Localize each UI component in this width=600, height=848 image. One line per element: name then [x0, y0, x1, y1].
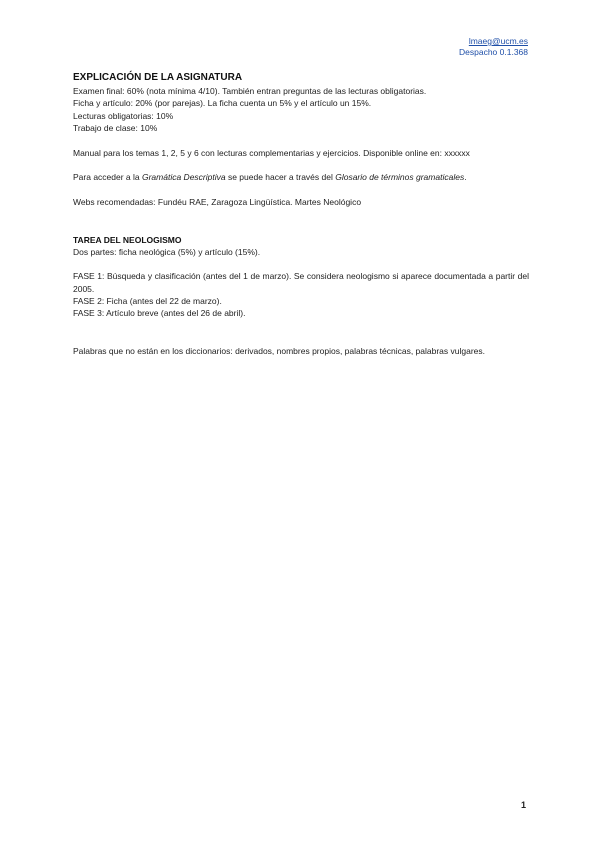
- access-middle: se puede hacer a través del: [225, 172, 336, 183]
- access-prefix: Para acceder a la: [73, 172, 142, 183]
- email-link[interactable]: lmaeg@ucm.es: [468, 36, 528, 46]
- glossary-title: Glosario de términos gramaticales: [335, 172, 465, 183]
- grading-line-classwork: Trabajo de clase: 10%: [73, 122, 158, 133]
- access-suffix: .: [464, 172, 467, 183]
- grading-line-readings: Lecturas obligatorias: 10%: [73, 110, 174, 121]
- grading-line-exam: Examen final: 60% (nota mínima 4/10). También entran preguntas de las lecturas obligatorias.: [73, 86, 427, 96]
- contact-header: [459, 36, 528, 58]
- book-title: Gramática Descriptiva: [141, 172, 226, 183]
- phase-1: FASE 1: Búsqueda y clasificación (antes del 1 de marzo). Se considera neologismo si aparece documentada a partir del 2005.: [73, 271, 529, 294]
- webs-paragraph: Webs recomendadas: Fundéu RAE, Zaragoza Lingüística. Martes Neológico: [73, 197, 362, 208]
- access-paragraph: [73, 171, 529, 183]
- main-content: [73, 71, 529, 357]
- neologism-intro: Dos partes: ficha neológica (5%) y artículo (15%).: [73, 246, 261, 257]
- manual-paragraph: Manual para los temas 1, 2, 5 y 6 con lecturas complementarias y ejercicios. Disponible online en: xxxxxx: [73, 147, 470, 158]
- phase-3: FASE 3: Artículo breve (antes del 26 de abril).: [73, 308, 246, 319]
- dictionary-note: Palabras que no están en los diccionarios: derivados, nombres propios, palabras técnicas, palabras vulgares.: [73, 345, 486, 356]
- section-title-course: EXPLICACIÓN DE LA ASIGNATURA: [73, 72, 243, 83]
- phase-2: FASE 2: Ficha (antes del 22 de marzo).: [73, 295, 222, 306]
- office-text: Despacho 0.1.368: [459, 47, 528, 57]
- page-number: 1: [520, 800, 526, 810]
- section-title-neologism: TAREA DEL NEOLOGISMO: [73, 234, 182, 245]
- grading-line-ficha: Ficha y artículo: 20% (por parejas). La ficha cuenta un 5% y el artículo un 15%.: [73, 98, 372, 109]
